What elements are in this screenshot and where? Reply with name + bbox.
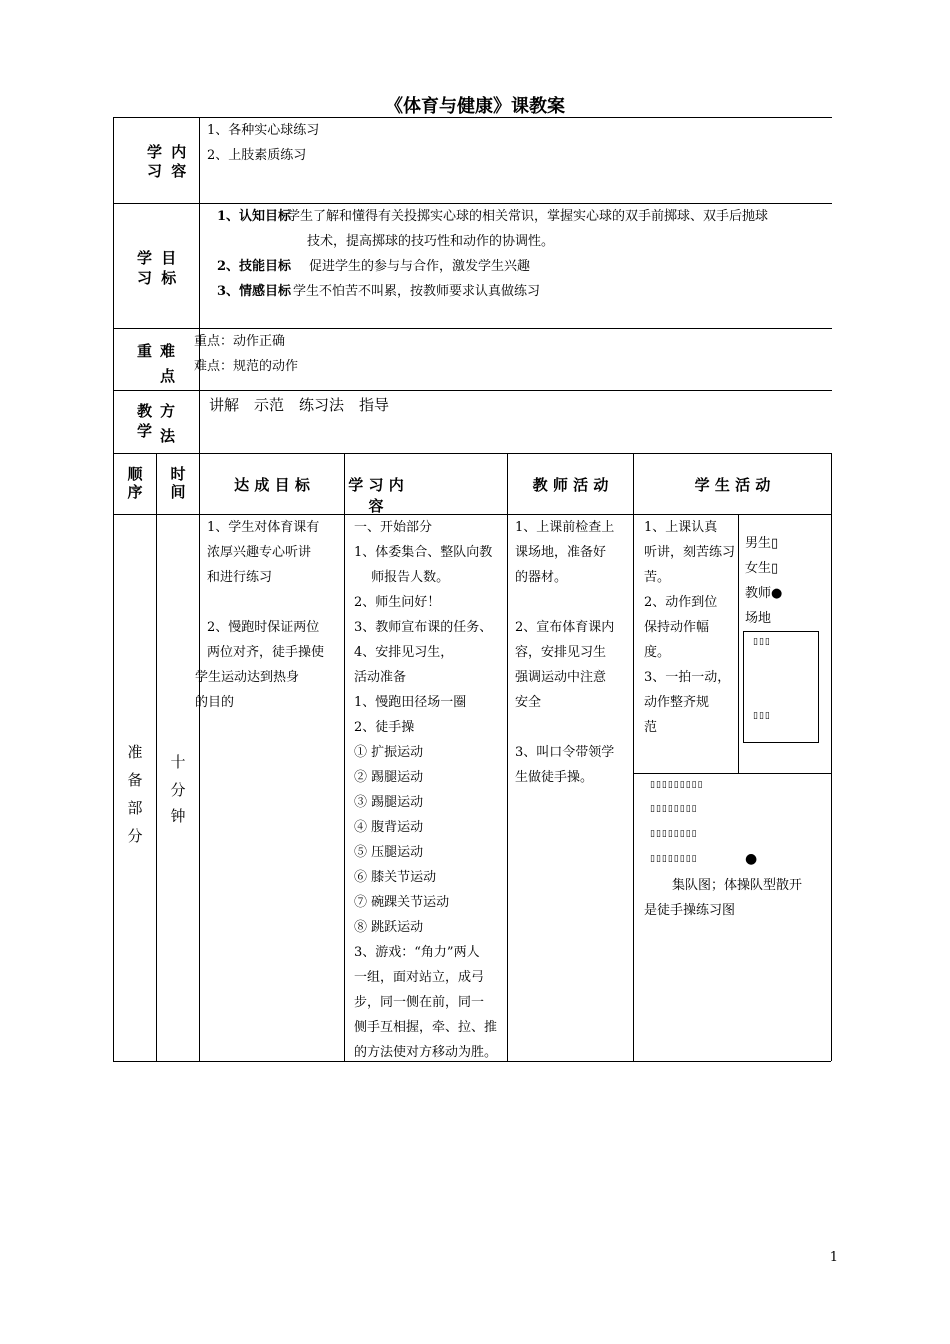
content-line: ⑦ 碗踝关节运动 [354, 895, 450, 910]
formation-row: ▯▯▯▯▯▯▯▯ [650, 804, 698, 814]
content-line: ④ 腹背运动 [354, 820, 424, 835]
content-line: 3、游戏：“角力”两人 [354, 945, 480, 960]
prep-content-column [354, 515, 504, 1065]
content-line: 活动准备 [354, 670, 407, 685]
formation-teacher-dot: ● [745, 851, 758, 867]
legend-field: 场地 [745, 611, 772, 626]
teacher-line: 2、宣布体育课内 [515, 620, 615, 635]
formation-row: ▯▯▯▯▯▯▯▯▯ [650, 780, 704, 790]
goals-label-bottom: 习 标 [137, 269, 179, 287]
student-line: 听讲，刻苦练习 [644, 545, 736, 560]
formation-row: ▯▯▯▯▯▯▯▯ [650, 854, 698, 864]
content-line: 1、慢跑田径场一圈 [354, 695, 467, 710]
page-title: 《体育与健康》课教案 [385, 96, 565, 117]
prep-teacher-column [515, 515, 631, 790]
method-label-b: 方 [160, 402, 178, 420]
content-item: 2、上肢素质练习 [207, 148, 307, 163]
header-time-top: 时 [170, 465, 186, 483]
content-line: ③ 踢腿运动 [354, 795, 424, 810]
formation-caption: 集队图；体操队型散开 [672, 878, 803, 893]
field-mark: ▯▯▯ [753, 711, 771, 721]
student-line: 动作整齐规 [644, 695, 710, 710]
content-line: 2、师生问好！ [354, 595, 441, 610]
content-label-top: 学 内 [147, 143, 189, 161]
content-line: 侧手互相握，牵、拉、推 [354, 1020, 498, 1035]
content-label-bottom: 习 容 [147, 162, 189, 180]
content-line: 师报告人数。 [354, 570, 450, 585]
student-line: 2、动作到位 [644, 595, 718, 610]
teacher-line: 生做徒手操。 [515, 770, 594, 785]
teacher-line: 1、上课前检查上 [515, 520, 615, 535]
goal-line: 的目的 [195, 695, 235, 710]
teacher-line: 3、叫口令带领学 [515, 745, 615, 760]
time-char: 钟 [170, 807, 186, 825]
content-line: 的方法使对方移动为胜。 [354, 1045, 498, 1060]
column-divider [199, 453, 200, 1061]
content-line: 4、安排见习生， [354, 645, 454, 660]
content-line: 1、体委集合、整队向教 [354, 545, 493, 560]
student-line: 1、上课认真 [644, 520, 718, 535]
header-goal: 达 成 目 标 [234, 476, 310, 494]
section-char: 分 [127, 827, 143, 845]
column-divider [156, 453, 157, 1061]
goal-text: 技术，提高掷球的技巧性和动作的协调性。 [307, 234, 555, 249]
goal-line: 2、慢跑时保证两位 [207, 620, 320, 635]
teacher-line: 安全 [515, 695, 542, 710]
goal-line: 和进行练习 [207, 570, 273, 585]
diagram-divider [633, 773, 831, 774]
student-line: 苦。 [644, 570, 671, 585]
page-number: 1 [829, 1250, 838, 1265]
content-line: ② 踢腿运动 [354, 770, 424, 785]
goal-line: 学生运动达到热身 [195, 670, 300, 685]
method-text: 讲解 示范 练习法 指导 [209, 396, 390, 414]
legend [745, 531, 825, 631]
content-line: 一组，面对站立，成弓 [354, 970, 485, 985]
teacher-line: 强调运动中注意 [515, 670, 607, 685]
teacher-line: 课场地，准备好 [515, 545, 607, 560]
column-divider [633, 453, 634, 1061]
goal-tag: 3、情感目标 [217, 284, 292, 299]
column-divider [507, 453, 508, 1061]
difficult-point: 难点：规范的动作 [194, 359, 299, 374]
content-line: 3、教师宣布课的任务、 [354, 620, 493, 635]
main-table-left-border [113, 453, 114, 1061]
goal-text: 学生了解和懂得有关投掷实心球的相关常识，掌握实心球的双手前掷球、双手后抛球 [287, 209, 769, 224]
keypoints-label-b: 难 [160, 342, 178, 360]
student-line: 范 [644, 720, 658, 735]
section-char: 准 [127, 743, 143, 761]
header-time-bottom: 间 [170, 483, 186, 501]
goal-line: 浓厚兴趣专心听讲 [207, 545, 312, 560]
goal-text: 学生不怕苦不叫累，按教师要求认真做练习 [293, 284, 541, 299]
field-mark: ▯▯▯ [753, 637, 771, 647]
goal-line: 1、学生对体育课有 [207, 520, 320, 535]
goal-tag: 2、技能目标 [217, 259, 292, 274]
section-char: 部 [127, 799, 143, 817]
student-line: 保持动作幅 [644, 620, 710, 635]
method-label-c: 学 [137, 422, 155, 440]
main-table-top-border [113, 453, 831, 454]
content-line: 2、徒手操 [354, 720, 415, 735]
goal-tag: 1、认知目标 [217, 209, 292, 224]
content-line: 步，同一侧在前，同一 [354, 995, 485, 1010]
diagram-divider [738, 514, 739, 773]
prep-student-column [644, 515, 739, 740]
goal-line [207, 590, 342, 615]
goals-label-top: 学 目 [137, 249, 179, 267]
header-content: 学 习 内 容 [348, 476, 404, 515]
main-table-right-border [831, 453, 832, 1061]
content-line: ① 扩振运动 [354, 745, 424, 760]
header-order-bottom: 序 [127, 483, 143, 501]
content-line: ⑧ 跳跃运动 [354, 920, 424, 935]
legend-boys: 男生▯ [745, 536, 779, 551]
prep-goal-column [195, 515, 342, 715]
teacher-line [515, 590, 631, 615]
field-box [743, 631, 819, 743]
student-line: 3、一拍一动， [644, 670, 731, 685]
legend-girls: 女生▯ [745, 561, 779, 576]
time-char: 分 [170, 781, 186, 799]
content-line: ⑥ 膝关节运动 [354, 870, 437, 885]
key-point: 重点：动作正确 [194, 334, 286, 349]
column-divider [344, 453, 345, 1061]
student-line: 度。 [644, 645, 671, 660]
header-order-top: 顺 [127, 465, 143, 483]
content-line: ⑤ 压腿运动 [354, 845, 424, 860]
legend-teacher: 教师● [745, 586, 783, 601]
method-label-a: 教 [137, 402, 155, 420]
keypoints-label-c: 点 [160, 367, 178, 385]
teacher-line: 容，安排见习生 [515, 645, 607, 660]
formation-row: ▯▯▯▯▯▯▯▯ [650, 829, 698, 839]
time-char: 十 [170, 753, 186, 771]
header-teacher: 教 师 活 动 [532, 476, 609, 494]
goal-text: 促进学生的参与与合作，激发学生兴趣 [309, 259, 531, 274]
upper-table-left-border [113, 117, 114, 453]
label-column-divider [199, 117, 200, 453]
content-item: 1、各种实心球练习 [207, 123, 320, 138]
header-student: 学 生 活 动 [694, 476, 771, 494]
keypoints-label-a: 重 [137, 342, 155, 360]
method-label-d: 法 [160, 427, 178, 445]
content-line: 一、开始部分 [354, 520, 433, 535]
teacher-line [515, 715, 631, 740]
row-divider [113, 390, 832, 391]
formation-caption: 是徒手操练习图 [644, 903, 736, 918]
goal-line: 两位对齐，徒手操使 [207, 645, 325, 660]
section-char: 备 [127, 771, 143, 789]
teacher-line: 的器材。 [515, 570, 568, 585]
